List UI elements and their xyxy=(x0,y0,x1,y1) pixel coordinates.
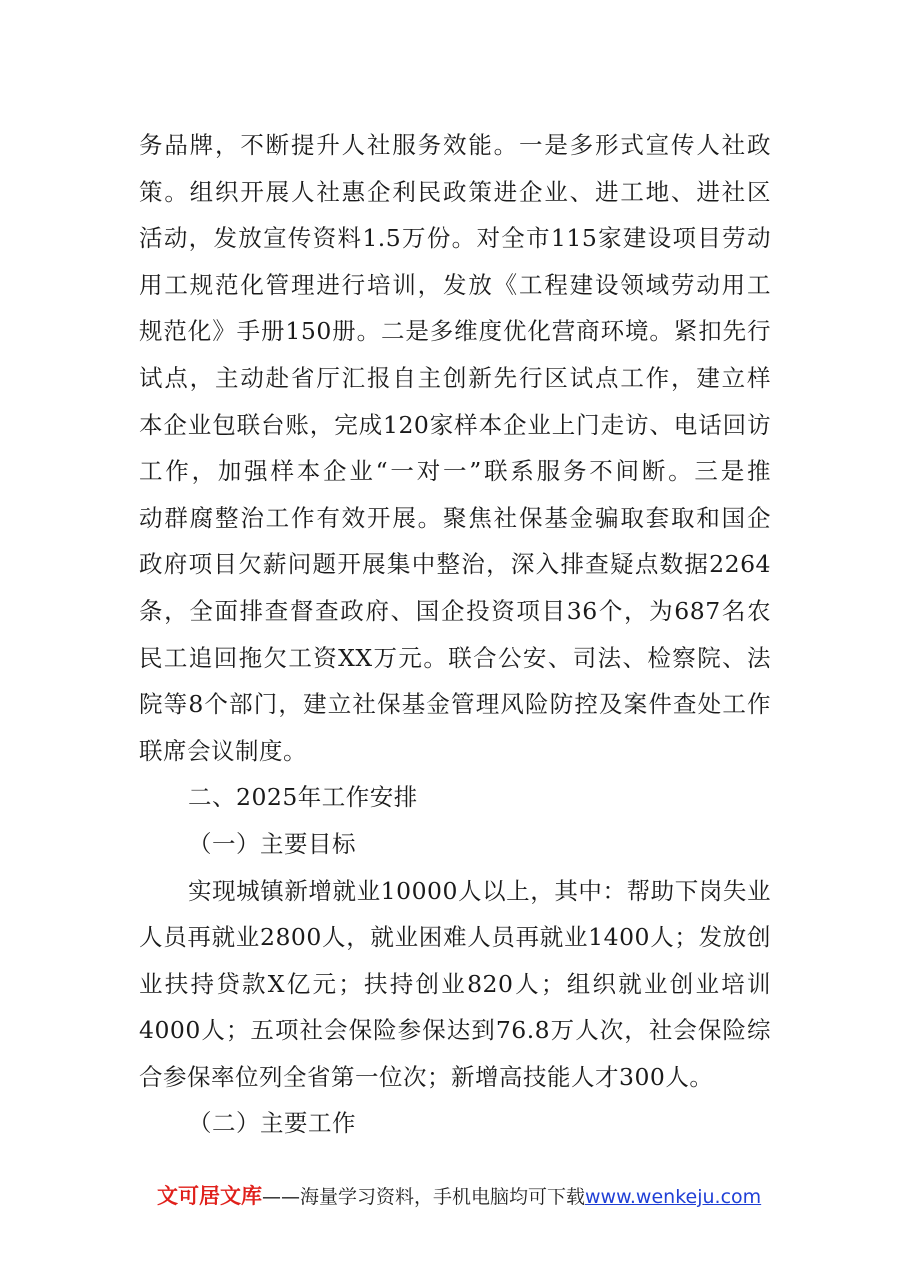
footer-tagline: ——海量学习资料，手机电脑均可下载 xyxy=(262,1186,586,1208)
paragraph-line: 本企业包联台账，完成120家样本企业上门走访、电话回访 xyxy=(139,410,771,439)
paragraph-line: 动群腐整治工作有效开展。聚焦社保基金骗取套取和国企 xyxy=(139,503,771,532)
paragraph-line: 合参保率位列全省第一位次；新增高技能人才300人。 xyxy=(139,1062,714,1091)
subsection-heading-goals: （一）主要目标 xyxy=(188,829,356,858)
paragraph-line: 条，全面排查督查政府、国企投资项目36个，为687名农 xyxy=(139,596,771,625)
footer-banner xyxy=(157,1180,761,1213)
paragraph-line: 人员再就业2800人，就业困难人员再就业1400人；发放创 xyxy=(139,923,771,952)
footer-brand: 文可居文库 xyxy=(157,1184,262,1208)
paragraph-line: 4000人；五项社会保险参保达到76.8万人次，社会保险综 xyxy=(139,1016,771,1045)
document-body xyxy=(139,122,771,1147)
paragraph-line: 策。组织开展人社惠企利民政策进企业、进工地、进社区 xyxy=(139,177,771,206)
paragraph-line: 活动，发放宣传资料1.5万份。对全市115家建设项目劳动 xyxy=(139,224,771,253)
paragraph-line: 工作，加强样本企业“一对一”联系服务不间断。三是推 xyxy=(139,457,771,486)
subsection-heading-work: （二）主要工作 xyxy=(188,1109,356,1138)
paragraph-line: 用工规范化管理进行培训，发放《工程建设领域劳动用工 xyxy=(139,270,771,299)
section-heading: 二、2025年工作安排 xyxy=(188,783,418,812)
paragraph-line: 联席会议制度。 xyxy=(139,736,307,765)
paragraph-line: 政府项目欠薪问题开展集中整治，深入排查疑点数据2264 xyxy=(139,550,771,579)
paragraph-line: 实现城镇新增就业10000人以上，其中：帮助下岗失业 xyxy=(188,876,771,905)
paragraph-line: 院等8个部门，建立社保基金管理风险防控及案件查处工作 xyxy=(139,690,771,719)
paragraph-line: 业扶持贷款X亿元；扶持创业820人；组织就业创业培训 xyxy=(139,969,771,998)
paragraph-line: 民工追回拖欠工资XX万元。联合公安、司法、检察院、法 xyxy=(139,643,771,672)
paragraph-line: 试点，主动赴省厅汇报自主创新先行区试点工作，建立样 xyxy=(139,363,771,392)
footer-site-link[interactable]: www.wenkeju.com xyxy=(585,1186,762,1208)
paragraph-line: 务品牌，不断提升人社服务效能。一是多形式宣传人社政 xyxy=(139,131,771,159)
paragraph-line: 规范化》手册150册。二是多维度优化营商环境。紧扣先行 xyxy=(139,317,771,346)
